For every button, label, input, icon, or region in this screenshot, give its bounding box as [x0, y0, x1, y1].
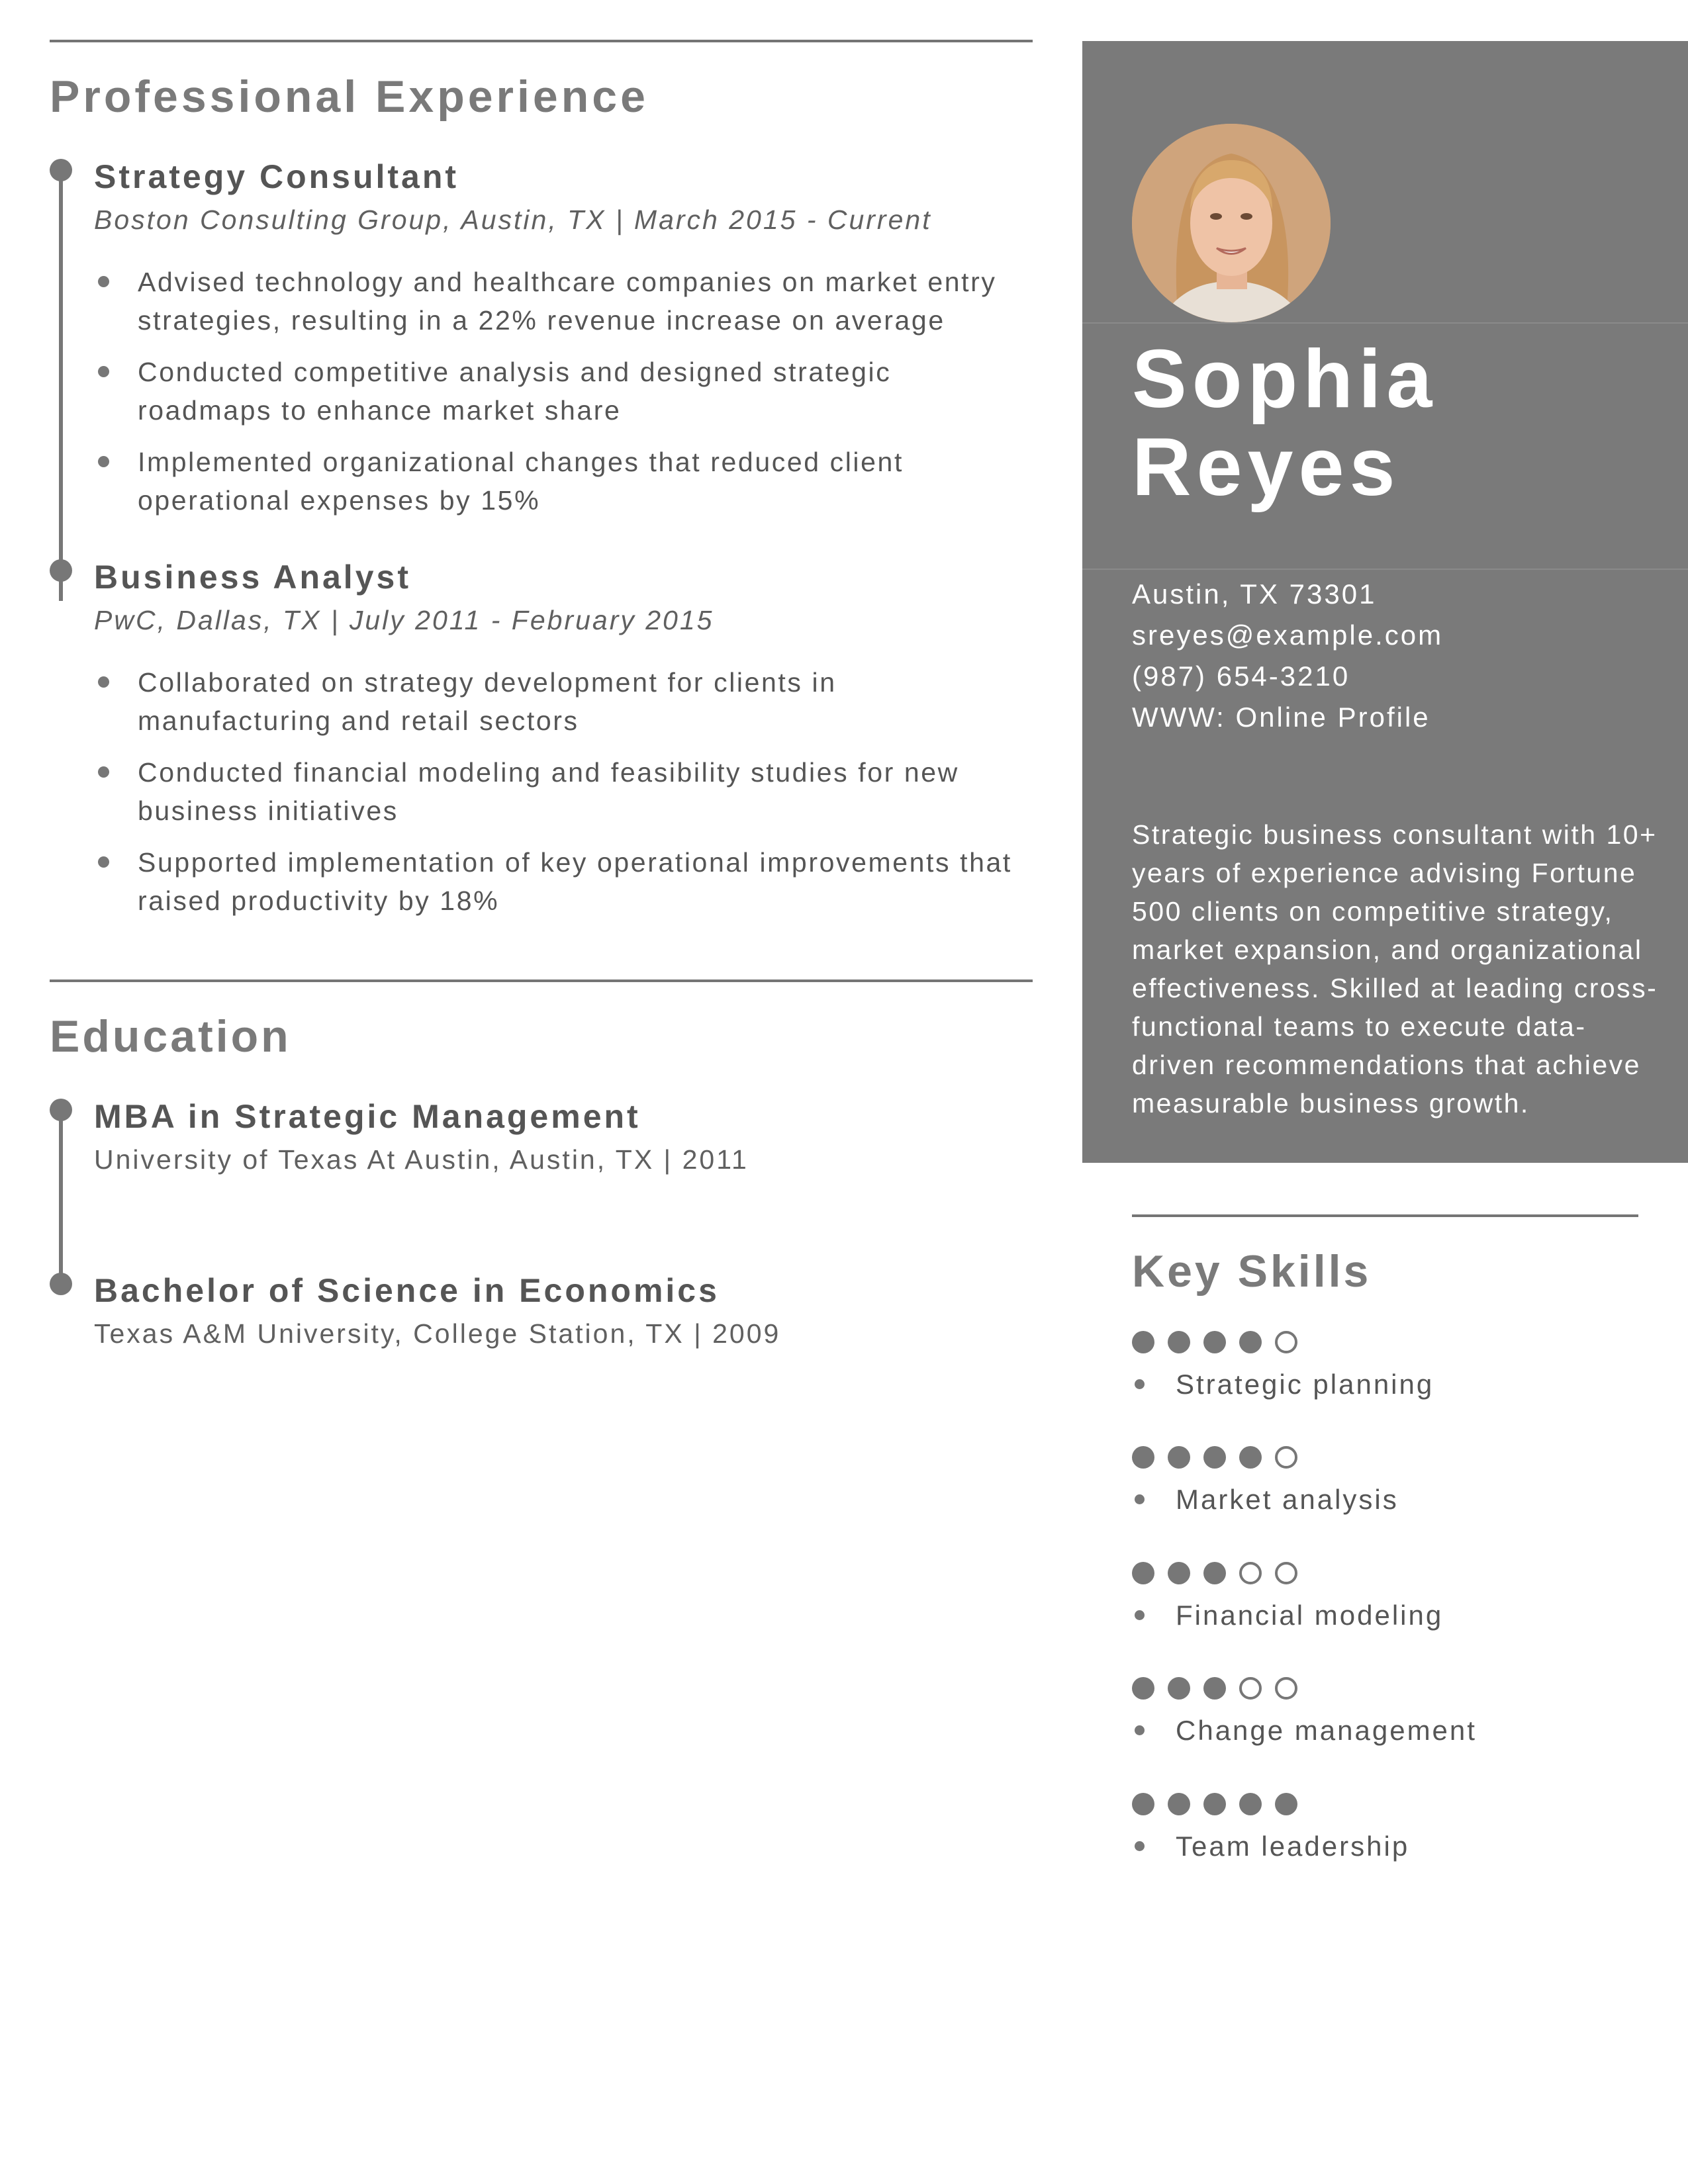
list-item: Conducted competitive analysis and designed strategic roadmaps to enhance market share: [94, 353, 1033, 430]
job-bullets: [94, 663, 1033, 920]
first-name: Sophia: [1132, 334, 1438, 425]
name-band: [1082, 322, 1688, 570]
job-title: Business Analyst: [94, 559, 411, 596]
degree-subtitle: University of Texas At Austin, Austin, TX | 2011: [94, 1144, 749, 1175]
rating-dot-empty: [1239, 1677, 1262, 1700]
section-divider: [50, 40, 1033, 42]
last-name: Reyes: [1132, 422, 1401, 513]
rating-dot-empty: [1275, 1446, 1297, 1469]
rating-dot-empty: [1275, 1562, 1297, 1584]
skill-name: Strategic planning: [1132, 1368, 1638, 1401]
phone-text: (987) 654-3210: [1132, 660, 1350, 692]
job-subtitle: PwC, Dallas, TX | July 2011 - February 2015: [94, 605, 714, 636]
experience-heading: Professional Experience: [50, 71, 649, 122]
rating-dot-filled: [1203, 1446, 1226, 1469]
skill-rating: [1132, 1446, 1638, 1469]
skill-name: Financial modeling: [1132, 1599, 1638, 1632]
list-item: Conducted financial modeling and feasibility studies for new business initiatives: [94, 753, 1033, 830]
rating-dot-filled: [1275, 1793, 1297, 1815]
list-item: Supported implementation of key operational improvements that raised productivity by 18%: [94, 843, 1033, 920]
job-subtitle: Boston Consulting Group, Austin, TX | March 2015 - Current: [94, 205, 932, 235]
experience-timeline: [50, 160, 1033, 920]
rating-dot-filled: [1168, 1793, 1190, 1815]
degree-entry: [94, 1100, 1033, 1175]
job-entry: [94, 160, 1033, 520]
rating-dot-filled: [1239, 1793, 1262, 1815]
degree-entry: [94, 1274, 1033, 1349]
job-bullets: [94, 263, 1033, 520]
rating-dot-filled: [1132, 1562, 1154, 1584]
rating-dot-empty: [1275, 1331, 1297, 1353]
website-link[interactable]: WWW: Online Profile: [1132, 702, 1430, 733]
skill-item: [1132, 1677, 1638, 1747]
location-text: Austin, TX 73301: [1132, 578, 1377, 610]
timeline-dot: [50, 159, 72, 181]
degree-subtitle: Texas A&M University, College Station, TX | 2009: [94, 1318, 781, 1349]
skill-item: [1132, 1793, 1638, 1863]
rating-dot-filled: [1239, 1446, 1262, 1469]
list-item: Collaborated on strategy development for clients in manufacturing and retail sectors: [94, 663, 1033, 740]
degree-title: MBA in Strategic Management: [94, 1098, 641, 1136]
rating-dot-filled: [1203, 1793, 1226, 1815]
rating-dot-empty: [1275, 1677, 1297, 1700]
rating-dot-filled: [1203, 1677, 1226, 1700]
skill-name: Change management: [1132, 1714, 1638, 1747]
skill-item: [1132, 1331, 1638, 1401]
job-title: Strategy Consultant: [94, 158, 459, 195]
education-timeline: [50, 1100, 1033, 1349]
skills-heading: Key Skills: [1132, 1246, 1372, 1297]
main-column: [50, 40, 1033, 1349]
rating-dot-empty: [1239, 1562, 1262, 1584]
skills-section: [1132, 1214, 1638, 1863]
avatar: [1132, 124, 1331, 322]
list-item: Implemented organizational changes that reduced client operational expenses by 15%: [94, 443, 1033, 520]
rating-dot-filled: [1132, 1677, 1154, 1700]
rating-dot-filled: [1132, 1331, 1154, 1353]
rating-dot-filled: [1203, 1331, 1226, 1353]
rating-dot-filled: [1132, 1446, 1154, 1469]
section-divider: [1132, 1214, 1638, 1217]
skill-name: Market analysis: [1132, 1483, 1638, 1516]
skills-list: [1132, 1331, 1638, 1863]
list-item: Advised technology and healthcare companies on market entry strategies, resulting in a 22% revenue increase on average: [94, 263, 1033, 340]
timeline-dot: [50, 1099, 72, 1121]
timeline-line: [59, 1111, 63, 1279]
timeline-dot: [50, 1273, 72, 1295]
rating-dot-filled: [1132, 1793, 1154, 1815]
skill-rating: [1132, 1562, 1638, 1584]
rating-dot-filled: [1168, 1331, 1190, 1353]
rating-dot-filled: [1203, 1562, 1226, 1584]
profile-panel: [1082, 41, 1688, 1163]
skill-rating: [1132, 1331, 1638, 1353]
timeline-line: [59, 171, 63, 601]
contact-info: [1132, 574, 1443, 738]
rating-dot-filled: [1168, 1446, 1190, 1469]
rating-dot-filled: [1239, 1331, 1262, 1353]
rating-dot-filled: [1168, 1677, 1190, 1700]
skill-rating: [1132, 1677, 1638, 1700]
job-entry: [94, 561, 1033, 920]
timeline-dot: [50, 559, 72, 582]
degree-title: Bachelor of Science in Economics: [94, 1272, 720, 1310]
skill-name: Team leadership: [1132, 1830, 1638, 1863]
skill-item: [1132, 1446, 1638, 1516]
skill-rating: [1132, 1793, 1638, 1815]
rating-dot-filled: [1168, 1562, 1190, 1584]
profile-summary: Strategic business consultant with 10+ years of experience advising Fortune 500 clients on competitive strategy, market expansion, and organizational effectiveness. Skilled at leading cross-functional teams to execute data-driven recommendations that achieve measurable business growth.: [1132, 819, 1658, 1118]
section-divider: [50, 979, 1033, 982]
education-heading: Education: [50, 1011, 291, 1062]
email-link[interactable]: sreyes@example.com: [1132, 619, 1444, 651]
skill-item: [1132, 1562, 1638, 1632]
avatar-illustration: [1132, 124, 1331, 322]
